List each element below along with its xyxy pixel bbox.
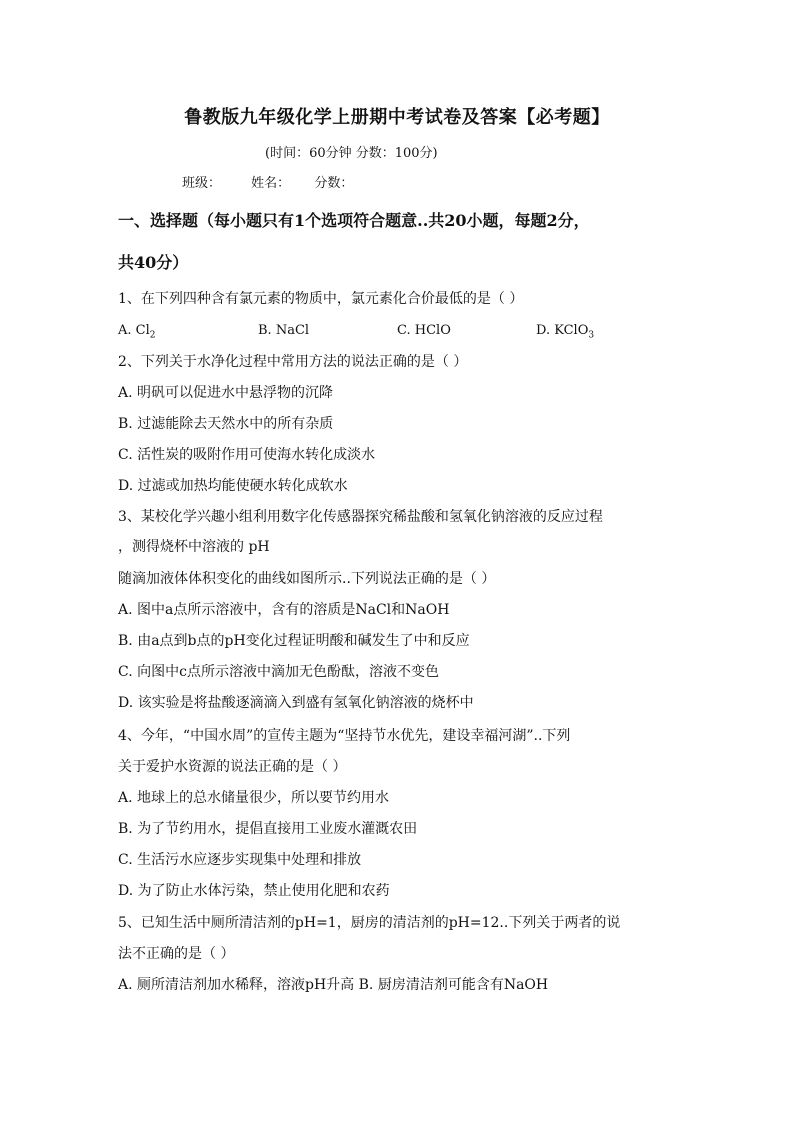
section-heading-line2: 共40分）	[118, 253, 189, 272]
q2-option-b: B. 过滤能除去天然水中的所有杂质	[118, 416, 334, 432]
class-label: 班级：	[182, 176, 222, 191]
q3-option-d: D. 该实验是将盐酸逐滴滴入到盛有氢氧化钠溶液的烧杯中	[118, 695, 474, 711]
question-3-stem-line2: ，测得烧杯中溶液的 pH	[118, 539, 270, 555]
q5-options-ab: A. 厕所清洁剂加水稀释，溶液pH升高 B. 厨房清洁剂可能含有NaOH	[118, 977, 549, 993]
question-3-stem-line1: 3、某校化学兴趣小组利用数字化传感器探究稀盐酸和氢氧化钠溶液的反应过程	[118, 509, 603, 525]
q2-option-d: D. 过滤或加热均能使硬水转化成软水	[118, 478, 348, 494]
section-heading-line1: 一、选择题（每小题只有1个选项符合题意..共20小题，每题2分，	[118, 211, 590, 230]
q3-option-b: B. 由a点到b点的pH变化过程证明酸和碱发生了中和反应	[118, 633, 470, 649]
q1-option-c: C. HClO	[397, 323, 451, 338]
student-info-line	[182, 175, 353, 193]
time-score-line: (时间：60分钟 分数：100分)	[265, 146, 438, 161]
question-4-stem-line1: 4、今年，“中国水周”的宣传主题为“坚持节水优先，建设幸福河湖”..下列	[118, 728, 571, 744]
q4-option-c: C. 生活污水应逐步实现集中处理和排放	[118, 852, 362, 868]
q1-option-d	[536, 321, 594, 346]
q1-option-d-text: D. KClO	[536, 323, 589, 338]
q2-option-a: A. 明矾可以促进水中悬浮物的沉降	[118, 385, 334, 401]
page-title: 鲁教版九年级化学上册期中考试卷及答案【必考题】	[184, 107, 610, 128]
question-2-stem: 2、下列关于水净化过程中常用方法的说法正确的是（ ）	[118, 354, 468, 370]
q1-option-b: B. NaCl	[258, 323, 310, 338]
q4-option-a: A. 地球上的总水储量很少，所以要节约用水	[118, 790, 390, 806]
question-4-stem-line2: 关于爱护水资源的说法正确的是（ ）	[118, 759, 347, 775]
q4-option-d: D. 为了防止水体污染，禁止使用化肥和农药	[118, 883, 390, 899]
score-label: 分数：	[314, 176, 354, 191]
question-1-options	[118, 321, 638, 341]
q1-option-d-subscript: 3	[588, 330, 595, 341]
q4-option-b: B. 为了节约用水，提倡直接用工业废水灌溉农田	[118, 821, 418, 837]
question-5-stem-line2: 法不正确的是（ ）	[118, 946, 235, 962]
q1-option-a-subscript: 2	[149, 330, 156, 341]
question-5-stem-line1: 5、已知生活中厕所清洁剂的pH=1，厨房的清洁剂的pH=12..下列关于两者的说	[118, 915, 621, 931]
q3-option-c: C. 向图中c点所示溶液中滴加无色酚酞，溶液不变色	[118, 664, 439, 680]
name-label: 姓名：	[251, 176, 291, 191]
q1-option-a	[118, 321, 156, 346]
q3-option-a: A. 图中a点所示溶液中，含有的溶质是NaCl和NaOH	[118, 602, 450, 618]
q1-option-a-text: A. Cl	[118, 323, 150, 338]
q2-option-c: C. 活性炭的吸附作用可使海水转化成淡水	[118, 447, 376, 463]
question-1-stem: 1、在下列四种含有氯元素的物质中，氯元素化合价最低的是（ ）	[118, 291, 524, 307]
question-3-stem-line3: 随滴加液体体积变化的曲线如图所示..下列说法正确的是（ ）	[118, 571, 496, 587]
